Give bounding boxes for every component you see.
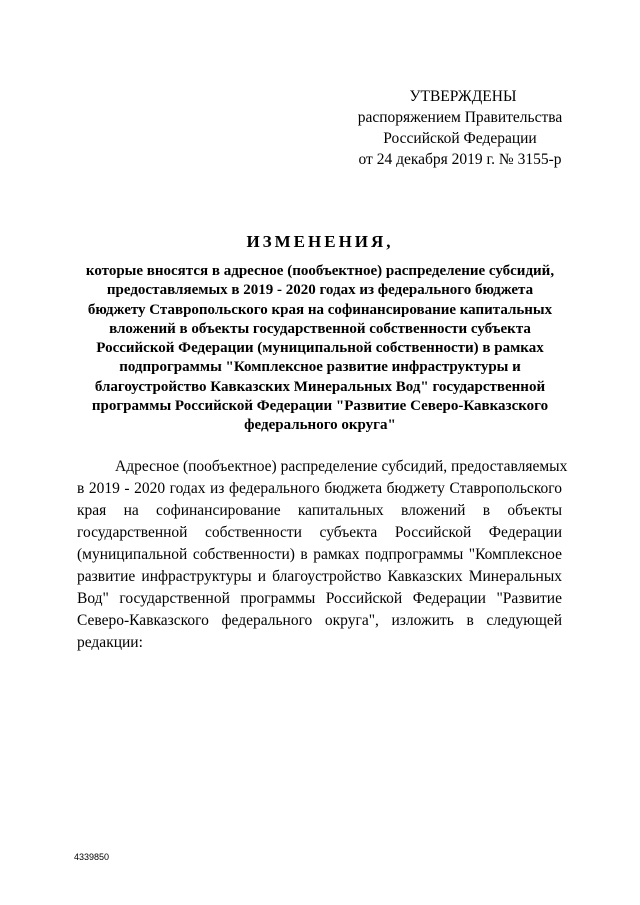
subtitle-line: предоставляемых в 2019 - 2020 годах из федерального бюджета [106, 282, 534, 299]
approval-line: распоряжением Правительства [357, 109, 563, 126]
body-line: (муниципальной собственности) в рамках подпрограммы "Комплексное [77, 546, 562, 563]
approval-stamp [330, 86, 590, 170]
subtitle-line: благоустройство Кавказских Минеральных Вод" государственной [94, 378, 546, 395]
body-line: редакции: [77, 634, 143, 651]
body-line: Северо-Кавказского федерального округа", изложить в следующей [77, 612, 562, 629]
subtitle-line: которые вносятся в адресное (пообъектное) распределение субсидий, [85, 263, 555, 279]
document-number: 4339850 [74, 852, 110, 862]
approval-heading: УТВЕРЖДЕНЫ [409, 88, 517, 105]
document-title: ИЗМЕНЕНИЯ, [246, 232, 394, 251]
body-line: в 2019 - 2020 годах из федерального бюджета бюджету Ставропольского [77, 480, 562, 497]
approval-line: Российской Федерации [383, 130, 537, 147]
subtitle-line: федерального округа" [244, 417, 396, 434]
body-line: края на софинансирование капитальных вложений в объекты [77, 502, 562, 519]
body-line: развитие инфраструктуры и благоустройство Кавказских Минеральных [77, 568, 562, 585]
document-subtitle [60, 262, 580, 436]
subtitle-line: вложений в объекты государственной собственности субъекта [109, 320, 531, 337]
subtitle-line: программы Российской Федерации "Развитие Северо-Кавказского [91, 398, 549, 415]
body-line: Вод" государственной программы Российской Федерации "Развитие [77, 590, 562, 607]
approval-date-line: от 24 декабря 2019 г. № 3155-р [358, 151, 562, 168]
subtitle-line: подпрограммы "Комплексное развитие инфраструктуры и [119, 359, 521, 376]
subtitle-line: бюджету Ставропольского края на софинансирование капитальных [87, 301, 553, 318]
body-line: государственной собственности субъекта Российской Федерации [77, 524, 562, 541]
body-paragraph [77, 456, 568, 654]
subtitle-line: Российской Федерации (муниципальной собственности) в рамках [96, 340, 544, 357]
body-line: Адресное (пообъектное) распределение субсидий, предоставляемых [115, 458, 568, 475]
